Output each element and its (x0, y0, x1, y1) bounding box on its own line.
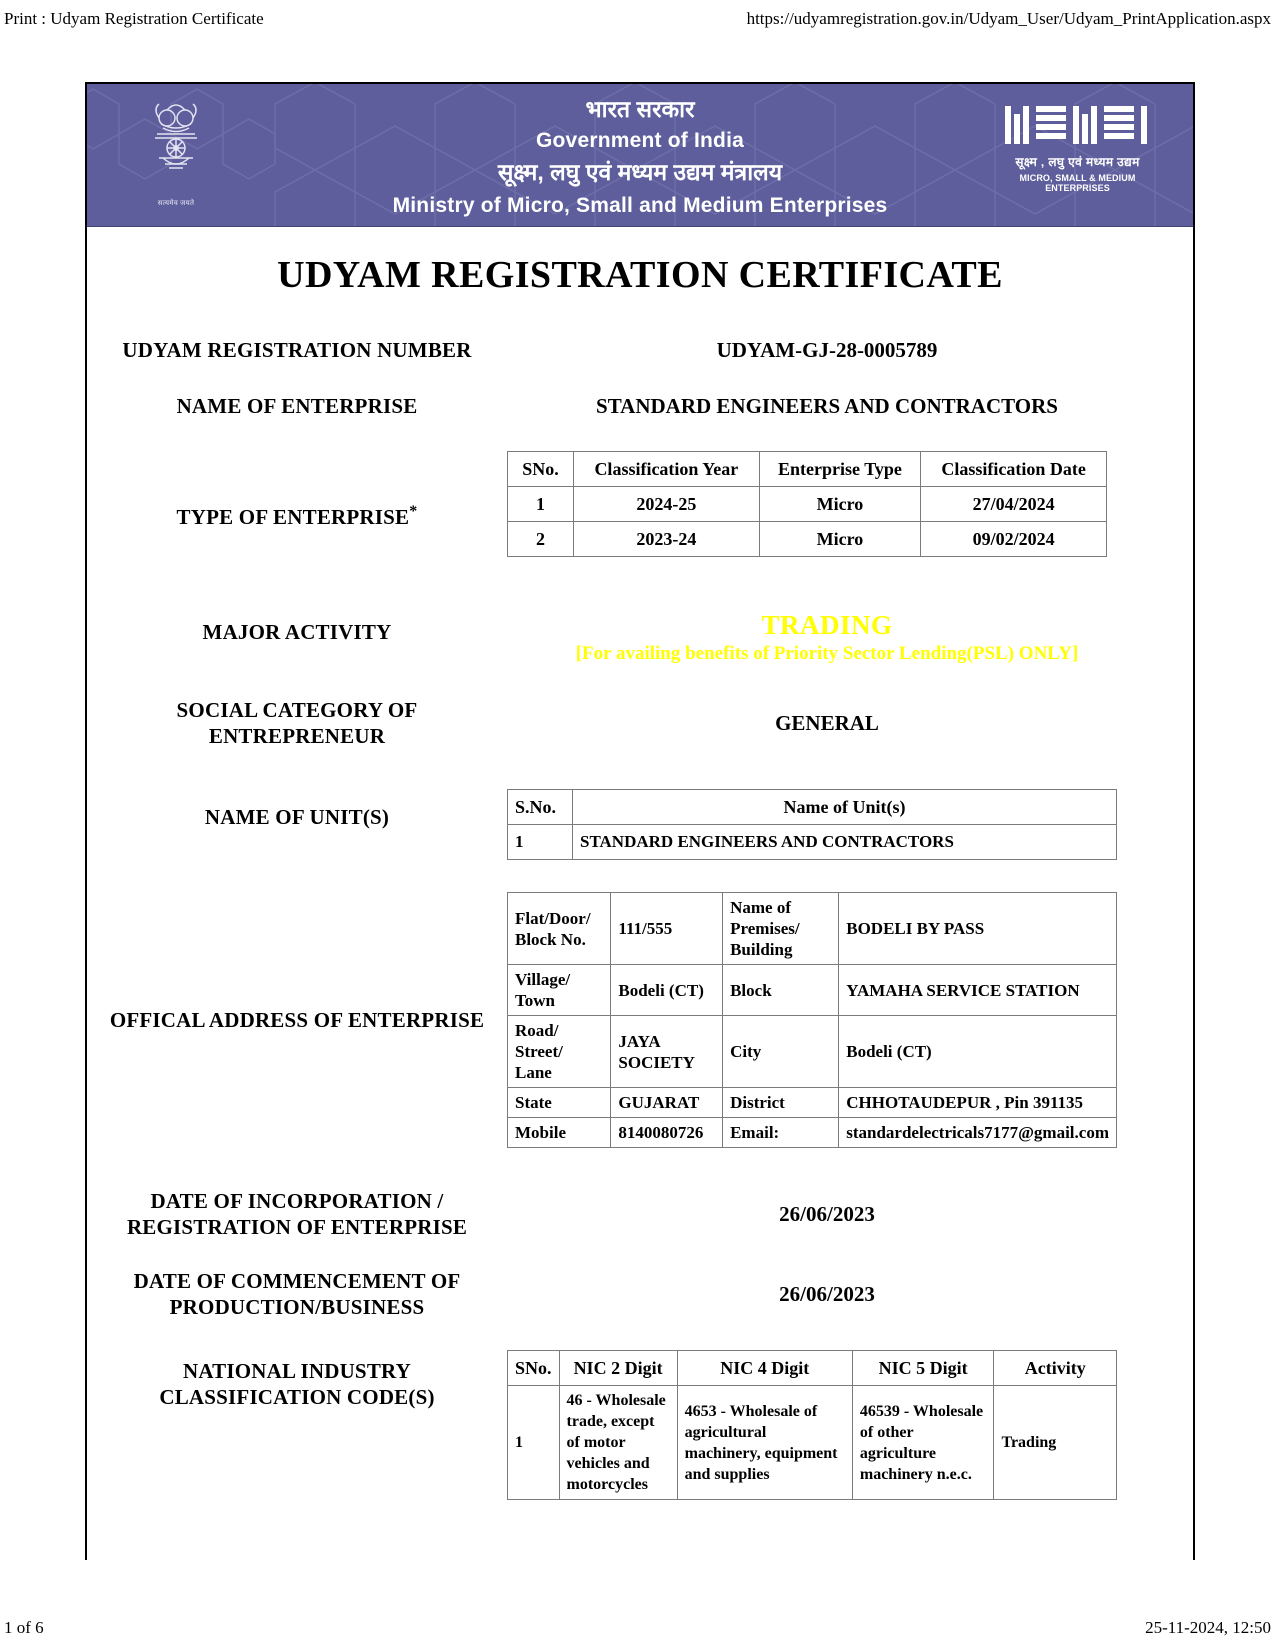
cell-nic-2-digit: 46 - Wholesale trade, except of motor vehicles and motorcycles (559, 1386, 677, 1500)
cell-address-key-block: Block (723, 965, 839, 1016)
row-official-address (87, 892, 1193, 1148)
table-row (508, 965, 1117, 1016)
cell-address-value-premises: BODELI BY PASS (839, 893, 1117, 965)
table-header-row (508, 452, 1107, 487)
classification-table (507, 451, 1107, 557)
msme-logo-icon (1003, 102, 1153, 148)
label-nic-codes-line2: CLASSIFICATION CODE(S) (159, 1385, 435, 1409)
row-nic-codes (87, 1350, 1193, 1500)
banner-english-government: Government of India (536, 129, 744, 152)
label-date-commencement-line1: DATE OF COMMENCEMENT OF (133, 1269, 461, 1293)
row-registration-number (87, 337, 1193, 363)
table-row (508, 1386, 1117, 1500)
banner-hindi-ministry: सूक्ष्म, लघु एवं मध्यम उद्यम मंत्रालय (497, 159, 783, 185)
row-major-activity (87, 609, 1193, 667)
label-social-category-line1: SOCIAL CATEGORY OF (176, 698, 418, 722)
col-enterprise-type: Enterprise Type (759, 452, 920, 487)
table-header-row (508, 790, 1117, 825)
label-type-of-enterprise-text: TYPE OF ENTERPRISE (176, 505, 410, 529)
label-name-of-units: NAME OF UNIT(S) (204, 805, 390, 829)
ministry-banner (87, 82, 1193, 227)
label-registration-number: UDYAM REGISTRATION NUMBER (122, 338, 472, 362)
label-social-category-line2: ENTREPRENEUR (208, 724, 386, 748)
label-nic-codes (87, 1350, 507, 1410)
cell-address-value-mobile: 8140080726 (611, 1118, 723, 1148)
col-classification-date: Classification Date (921, 452, 1107, 487)
table-row (508, 487, 1107, 522)
cell-unit-name: STANDARD ENGINEERS AND CONTRACTORS (573, 825, 1117, 860)
col-classification-year: Classification Year (573, 452, 759, 487)
cell-address-value-city: Bodeli (CT) (839, 1016, 1117, 1088)
label-date-incorporation-line1: DATE OF INCORPORATION / (150, 1189, 444, 1213)
print-header-title: Print : Udyam Registration Certificate (4, 9, 264, 28)
row-date-incorporation (87, 1188, 1193, 1240)
banner-english-ministry: Ministry of Micro, Small and Medium Enterprises (392, 194, 888, 217)
cell-date: 27/04/2024 (921, 487, 1107, 522)
col-nic-4-digit: NIC 4 Digit (677, 1351, 852, 1386)
row-type-of-enterprise (87, 451, 1193, 557)
emblem-caption: सत्यमेव जयते (157, 199, 195, 207)
value-date-commencement: 26/06/2023 (779, 1282, 875, 1306)
label-type-of-enterprise (87, 451, 507, 530)
cell-date: 09/02/2024 (921, 522, 1107, 557)
label-social-category (87, 697, 507, 749)
cell-address-value-block: YAMAHA SERVICE STATION (839, 965, 1117, 1016)
address-table (507, 892, 1117, 1148)
table-row (508, 825, 1117, 860)
udyam-certificate (85, 82, 1195, 1560)
label-date-incorporation-line2: REGISTRATION OF ENTERPRISE (126, 1215, 468, 1239)
cell-address-value-flat: 111/555 (611, 893, 723, 965)
cell-nic-activity: Trading (994, 1386, 1117, 1500)
table-row (508, 522, 1107, 557)
label-official-address: OFFICAL ADDRESS OF ENTERPRISE (109, 1008, 485, 1032)
cell-address-value-state: GUJARAT (611, 1088, 723, 1118)
msme-hindi-label: सूक्ष्म , लघु एवं मध्यम उद्यम (1015, 155, 1140, 169)
row-date-commencement (87, 1268, 1193, 1320)
print-footer (0, 1616, 1275, 1640)
row-name-of-enterprise (87, 393, 1193, 419)
banner-hindi-government: भारत सरकार (585, 96, 695, 122)
cell-type: Micro (759, 487, 920, 522)
table-row (508, 893, 1117, 965)
cell-nic-5-digit: 46539 - Wholesale of other agriculture machinery n.e.c. (852, 1386, 994, 1500)
label-date-commencement-line2: PRODUCTION/BUSINESS (169, 1295, 425, 1319)
value-date-incorporation: 26/06/2023 (779, 1202, 875, 1226)
cell-address-key-city: City (723, 1016, 839, 1088)
cell-address-key-village: Village/ Town (508, 965, 611, 1016)
label-major-activity: MAJOR ACTIVITY (202, 620, 392, 644)
cell-address-key-premises: Name of Premises/ Building (723, 893, 839, 965)
col-unit-sno: S.No. (508, 790, 573, 825)
row-name-of-units (87, 789, 1193, 860)
label-name-of-enterprise: NAME OF ENTERPRISE (176, 394, 418, 418)
cell-nic-4-digit: 4653 - Wholesale of agricultural machinery, equipment and supplies (677, 1386, 852, 1500)
row-social-category (87, 697, 1193, 749)
cell-address-key-flat: Flat/Door/ Block No. (508, 893, 611, 965)
cell-address-key-mobile: Mobile (508, 1118, 611, 1148)
cell-type: Micro (759, 522, 920, 557)
cell-address-value-email: standardelectricals7177@gmail.com (839, 1118, 1117, 1148)
label-date-incorporation (87, 1188, 507, 1240)
msme-logo (990, 102, 1165, 193)
label-type-of-enterprise-asterisk: * (409, 503, 418, 520)
label-date-commencement (87, 1268, 507, 1320)
cell-sno: 1 (508, 487, 574, 522)
msme-english-label: MICRO, SMALL & MEDIUM ENTERPRISES (1019, 173, 1136, 193)
print-timestamp: 25-11-2024, 12:50 (1145, 1618, 1271, 1637)
col-nic-2-digit: NIC 2 Digit (559, 1351, 677, 1386)
nic-table (507, 1350, 1117, 1500)
table-row (508, 1016, 1117, 1088)
cell-address-value-district: CHHOTAUDEPUR , Pin 391135 (839, 1088, 1117, 1118)
cell-address-key-district: District (723, 1088, 839, 1118)
print-header (0, 6, 1275, 32)
page-number: 1 of 6 (4, 1618, 44, 1637)
major-activity-block (507, 609, 1147, 667)
cell-address-key-road: Road/ Street/ Lane (508, 1016, 611, 1088)
col-sno: SNo. (508, 452, 574, 487)
page-title: UDYAM REGISTRATION CERTIFICATE (277, 254, 1003, 296)
cell-address-key-email: Email: (723, 1118, 839, 1148)
col-nic-activity: Activity (994, 1351, 1117, 1386)
cell-address-value-road: JAYA SOCIETY (611, 1016, 723, 1088)
cell-address-key-state: State (508, 1088, 611, 1118)
cell-address-value-village: Bodeli (CT) (611, 965, 723, 1016)
value-registration-number: UDYAM-GJ-28-0005789 (716, 338, 938, 362)
cell-year: 2023-24 (573, 522, 759, 557)
col-unit-name: Name of Unit(s) (573, 790, 1117, 825)
cell-nic-sno: 1 (508, 1386, 560, 1500)
major-activity-value: TRADING (761, 610, 893, 640)
col-nic-sno: SNo. (508, 1351, 560, 1386)
table-row (508, 1118, 1117, 1148)
table-header-row (508, 1351, 1117, 1386)
major-activity-note: [For availing benefits of Priority Sector Lending(PSL) ONLY] (575, 643, 1079, 664)
table-row (508, 1088, 1117, 1118)
cell-unit-sno: 1 (508, 825, 573, 860)
units-table (507, 789, 1117, 860)
value-social-category: GENERAL (775, 711, 879, 735)
print-header-url: https://udyamregistration.gov.in/Udyam_User/Udyam_PrintApplication.aspx (746, 9, 1271, 28)
cell-year: 2024-25 (573, 487, 759, 522)
label-nic-codes-line1: NATIONAL INDUSTRY (182, 1359, 412, 1383)
value-name-of-enterprise: STANDARD ENGINEERS AND CONTRACTORS (596, 394, 1058, 418)
col-nic-5-digit: NIC 5 Digit (852, 1351, 994, 1386)
certificate-body (87, 253, 1193, 1500)
cell-sno: 2 (508, 522, 574, 557)
